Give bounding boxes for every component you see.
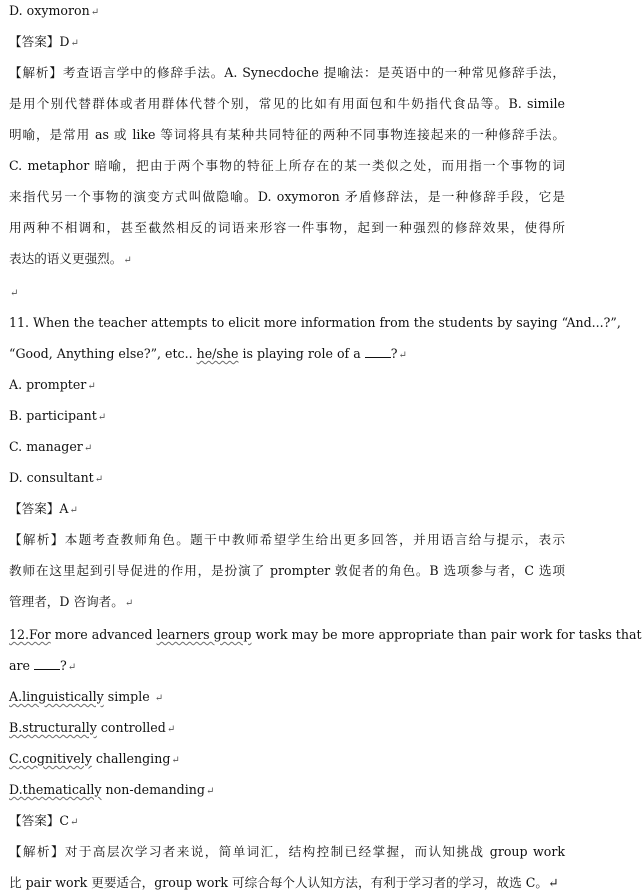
paragraph-mark-icon: ↵ [97,412,107,423]
spell-check-squiggle: D.thematically [9,782,102,797]
q12-option: C.cognitively challenging↵ [9,751,180,766]
spell-check-squiggle: A.linguistically [9,689,104,704]
q11-stem-line1: 11. When the teacher attempts to elicit more information from the students by saying “And...?”, [9,315,621,330]
q10-answer: 【答案】D↵ [9,34,79,49]
q12-option: D.thematically non-demanding↵ [9,782,215,797]
q12-answer: 【答案】C↵ [9,813,79,828]
q12-stem-line2: are ?↵ [9,658,77,673]
paragraph-mark-icon: ↵ [205,786,215,797]
q11-analysis-line: 教师在这里起到引导促进的作用，是扮演了 prompter 敦促者的角色。B 选项参与者，C 选项 [9,563,565,578]
paragraph-mark-icon: ↵ [94,474,104,485]
answer-blank [34,658,60,670]
q11-answer: 【答案】A↵ [9,501,78,516]
paragraph-mark-icon: ↵ [154,693,164,704]
paragraph-mark-icon: ↵ [171,755,180,766]
paragraph-mark-icon: ↵ [69,505,78,516]
spell-check-squiggle: he/she [196,346,239,361]
paragraph-mark-icon: ↵ [83,443,93,454]
q10-option-d: D. oxymoron↵ [9,3,100,18]
paragraph-mark-icon: ↵ [398,350,407,361]
q12-analysis-line: 【解析】对于高层次学习者来说，简单词汇，结构控制已经掌握，而认知挑战 group work [9,844,565,859]
paragraph-mark-icon: ↵ [90,7,100,18]
spell-check-squiggle: B.structurally [9,720,97,735]
paragraph-mark-icon: ↵ [70,817,79,828]
empty-paragraph [9,283,565,303]
q12-stem-line1: 12.For more advanced learners group work may be more appropriate than pair work for tasks that [9,627,642,642]
paragraph-mark-icon: ↵ [123,255,132,266]
q12-option: A.linguistically simple ↵ [9,689,164,704]
q10-analysis-last-line: 表达的语义更强烈。↵ [9,251,132,266]
paragraph-mark-icon: ↵ [67,662,77,673]
paragraph-mark-icon: ↵ [166,724,176,735]
paragraph-mark-icon: ↵ [87,381,96,392]
paragraph-mark-icon: ↵ [70,38,79,49]
q11-analysis-last-line: 管理者，D 咨询者。↵ [9,594,134,609]
q10-analysis-line: 用两种不相调和，甚至截然相反的词语来形容一件事物，起到一种强烈的修辞效果，使得所 [9,220,565,235]
spell-check-squiggle: learners group [156,627,252,642]
q10-analysis-line: 来指代另一个事物的演变方式叫做隐喻。D. oxymoron 矛盾修辞法，是一种修辞手段，它是 [9,189,565,204]
paragraph-mark-icon: ↵ [10,288,19,299]
paragraph-mark-icon: ↵ [124,598,134,609]
q11-option: B. participant↵ [9,408,107,423]
end-mark: 。↵ [535,875,559,890]
answer-blank [365,346,391,358]
spell-check-squiggle: 12.For [9,627,51,642]
q12-option: B.structurally controlled↵ [9,720,176,735]
q11-stem-line2: “Good, Anything else?”, etc.. he/she is playing role of a ?↵ [9,346,407,361]
q10-analysis-line: 是用个别代替群体或者用群体代替个别，常见的比如有用面包和牛奶指代食品等。B. simile [9,96,565,111]
q11-analysis-line: 【解析】本题考查教师角色。题干中教师希望学生给出更多回答，并用语言给与提示，表示 [9,532,565,547]
q11-option: A. prompter↵ [9,377,96,392]
q10-analysis-line: 【解析】考查语言学中的修辞手法。A. Synecdoche 提喻法：是英语中的一种常见修辞手法， [9,65,565,80]
q11-option: D. consultant↵ [9,470,104,485]
q12-analysis-last-line: 比 pair work 更要适合，group work 可综合每个人认知方法，有利于学习者的学习，故选 C。↵ [9,875,559,890]
spell-check-squiggle: C.cognitively [9,751,92,766]
q11-option: C. manager↵ [9,439,93,454]
q10-analysis-line: 明喻，是常用 as 或 like 等词将具有某种共同特征的两种不同事物连接起来的一种修辞手法。 [9,127,565,142]
q10-analysis-line: C. metaphor 暗喻，把由于两个事物的特征上所存在的某一类似之处，而用指一个事物的词 [9,158,565,173]
